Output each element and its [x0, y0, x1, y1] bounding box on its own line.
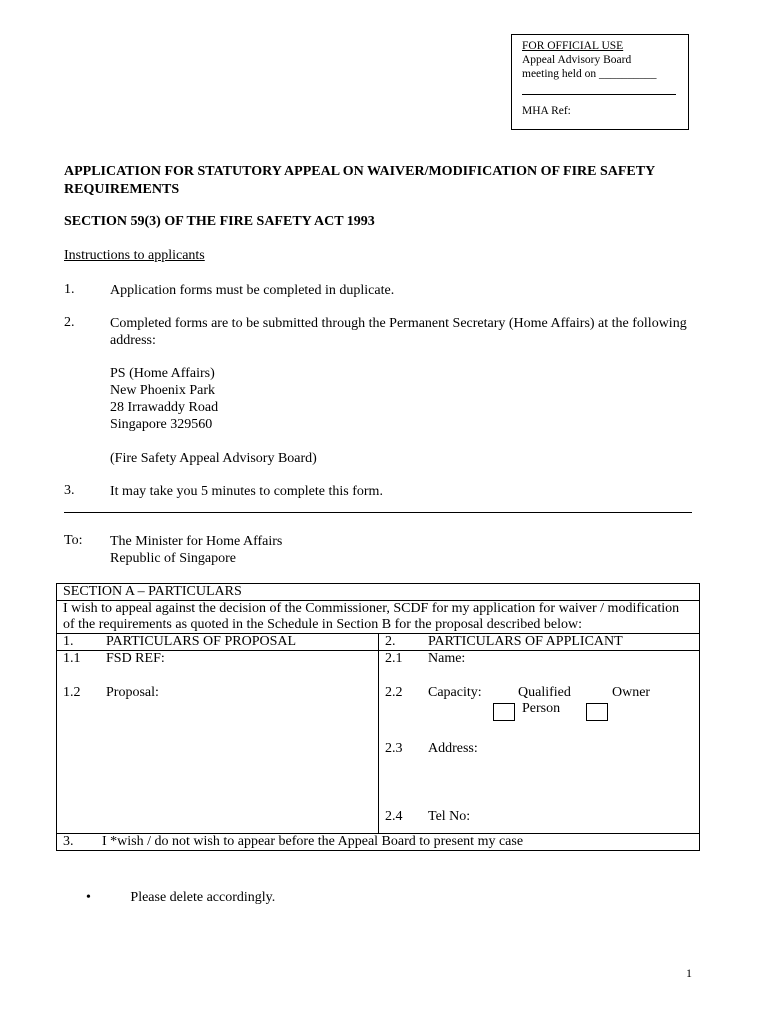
to-line1: The Minister for Home Affairs — [110, 534, 283, 549]
instruction-2-text: Completed forms are to be submitted through the Permanent Secretary (Home Affairs) at the following address: — [110, 316, 687, 348]
owner-label: Owner — [612, 685, 651, 700]
page-number: 1 — [686, 966, 692, 980]
address-line: PS (Home Affairs) — [110, 366, 215, 381]
address-label: Address: — [428, 741, 478, 756]
official-use-box — [511, 34, 689, 130]
applicant-heading-number: 2. — [385, 634, 396, 649]
fsd-ref-number: 1.1 — [63, 651, 81, 666]
section-heading: SECTION 59(3) OF THE FIRE SAFETY ACT 1993 — [64, 214, 375, 229]
applicant-column-heading — [379, 634, 700, 651]
address-block — [110, 365, 710, 433]
instructions-heading: Instructions to applicants — [64, 248, 205, 263]
section-a-intro: I wish to appeal against the decision of the Commissioner, SCDF for my application for waiver / modification of the requirements as quoted in the Schedule in Section B for the proposal described below: — [57, 601, 700, 634]
proposal-column-heading — [57, 634, 379, 651]
instruction-1-number: 1. — [64, 282, 75, 297]
instruction-1-text: Application forms must be completed in duplicate. — [110, 283, 395, 298]
name-number: 2.1 — [385, 651, 403, 666]
footnote — [86, 890, 275, 906]
owner-checkbox[interactable] — [586, 703, 608, 721]
proposal-label: Proposal: — [106, 685, 159, 700]
fsd-ref-label: FSD REF: — [106, 651, 165, 666]
instruction-2-number: 2. — [64, 315, 75, 330]
address-note: (Fire Safety Appeal Advisory Board) — [110, 451, 317, 466]
capacity-field — [385, 685, 693, 741]
footnote-text: Please delete accordingly. — [130, 890, 276, 905]
proposal-heading-number: 1. — [63, 634, 74, 649]
divider — [64, 512, 692, 513]
address-line: Singapore 329560 — [110, 417, 213, 432]
proposal-number: 1.2 — [63, 685, 81, 700]
instruction-3-text: It may take you 5 minutes to complete this form. — [110, 484, 383, 499]
appear-text[interactable]: I *wish / do not wish to appear before the Appeal Board to present my case — [102, 834, 524, 849]
address-line: New Phoenix Park — [110, 383, 215, 398]
proposal-heading-text: PARTICULARS OF PROPOSAL — [106, 634, 297, 649]
qualified-person-checkbox[interactable] — [493, 703, 515, 721]
applicant-heading-text: PARTICULARS OF APPLICANT — [428, 634, 623, 649]
applicant-particulars-cell — [379, 651, 700, 834]
to-recipient — [110, 533, 710, 567]
capacity-label: Capacity: — [428, 685, 482, 700]
appear-number: 3. — [63, 834, 74, 849]
to-label: To: — [64, 533, 83, 548]
appear-row — [57, 834, 700, 851]
official-use-line2: meeting held on __________ — [522, 68, 657, 80]
official-use-blank-line — [522, 81, 676, 95]
name-label: Name: — [428, 651, 466, 666]
document-title: APPLICATION FOR STATUTORY APPEAL ON WAIVER/MODIFICATION OF FIRE SAFETY REQUIREMENTS — [64, 164, 655, 197]
official-use-line1: Appeal Advisory Board — [522, 54, 632, 66]
address-number: 2.3 — [385, 741, 403, 756]
to-line2: Republic of Singapore — [110, 551, 236, 566]
proposal-particulars-cell[interactable] — [57, 651, 379, 834]
bullet-icon: • — [86, 890, 91, 905]
address-line: 28 Irrawaddy Road — [110, 400, 219, 415]
qualified-label: Qualified — [518, 685, 571, 700]
name-field[interactable] — [385, 651, 693, 685]
tel-number: 2.4 — [385, 809, 403, 824]
address-field[interactable] — [385, 741, 693, 809]
section-a-table — [56, 583, 700, 851]
section-a-heading: SECTION A – PARTICULARS — [57, 584, 700, 601]
tel-label: Tel No: — [428, 809, 471, 824]
instruction-3-number: 3. — [64, 483, 75, 498]
official-use-heading: FOR OFFICIAL USE — [522, 40, 624, 52]
capacity-number: 2.2 — [385, 685, 403, 700]
tel-field[interactable] — [385, 809, 693, 825]
mha-ref-label: MHA Ref: — [522, 105, 571, 117]
person-label: Person — [522, 701, 561, 716]
